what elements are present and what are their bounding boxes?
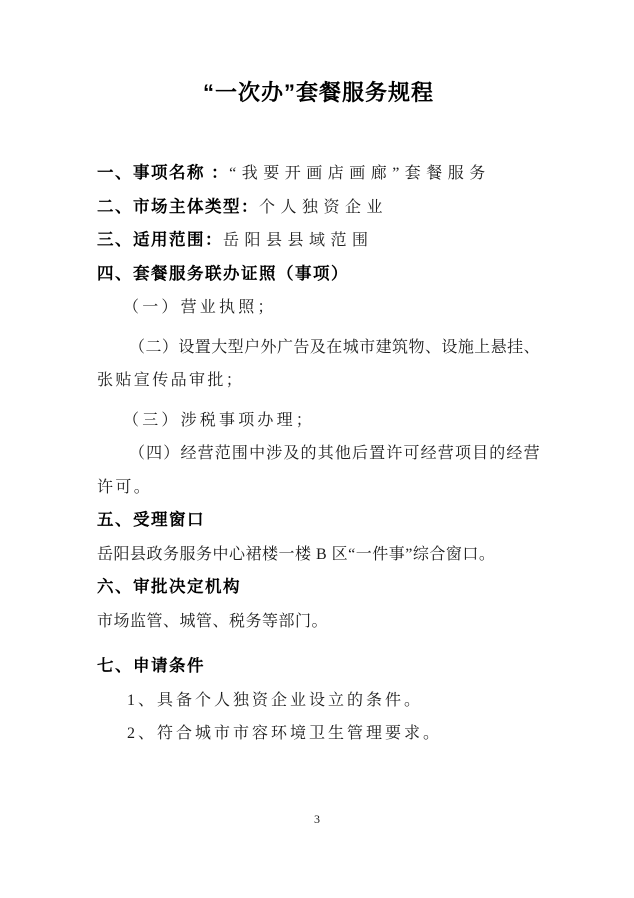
paragraph-window-location: 岳阳县政务服务中心裙楼一楼 B 区“一件事”综合窗口。 [97,545,496,563]
document-title: “一次办”套餐服务规程 [202,80,434,105]
sub-item-other-permits [97,437,540,504]
section-heading-conditions: 七、申请条件 [97,657,205,675]
sub-item-line: （四）经营范围中涉及的其他后置许可经营项目的经营 [129,445,540,462]
numbered-item-1: 1、具备个人独资企业设立的条件。 [127,691,424,709]
numbered-item-2: 2、符合城市市容环境卫生管理要求。 [127,725,443,742]
field-label: 二、市场主体类型： [97,197,259,216]
field-scope [97,224,540,258]
field-value: 岳阳县县域范围 [223,232,374,249]
page-number: 3 [314,812,320,826]
field-item-name [97,157,540,191]
field-value: 个人独资企业 [259,198,389,216]
field-value: “我要开画店画廊”套餐服务 [229,165,491,182]
section-heading-licenses: 四、套餐服务联办证照（事项） [97,264,349,283]
field-entity-type [97,191,540,225]
field-label: 一、事项名称 ： [97,164,230,182]
section-heading-window: 五、受理窗口 [97,511,205,529]
sub-item-line: （二）设置大型户外广告及在城市建筑物、设施上悬挂、 [129,338,540,356]
sub-item-outdoor-ad [97,331,540,398]
sub-item-line: 张贴宣传品审批； [97,372,245,389]
blank-line [97,638,540,650]
section-heading-approval-authority: 六、审批决定机构 [97,578,241,596]
field-label: 三、适用范围： [97,231,223,249]
paragraph-departments: 市场监管、城管、税务等部门。 [97,612,329,630]
sub-item-tax-matters: （三）涉税事项办理； [123,411,316,429]
sub-item-business-license: （一）营业执照； [123,299,277,316]
sub-item-line: 许可。 [97,478,153,496]
